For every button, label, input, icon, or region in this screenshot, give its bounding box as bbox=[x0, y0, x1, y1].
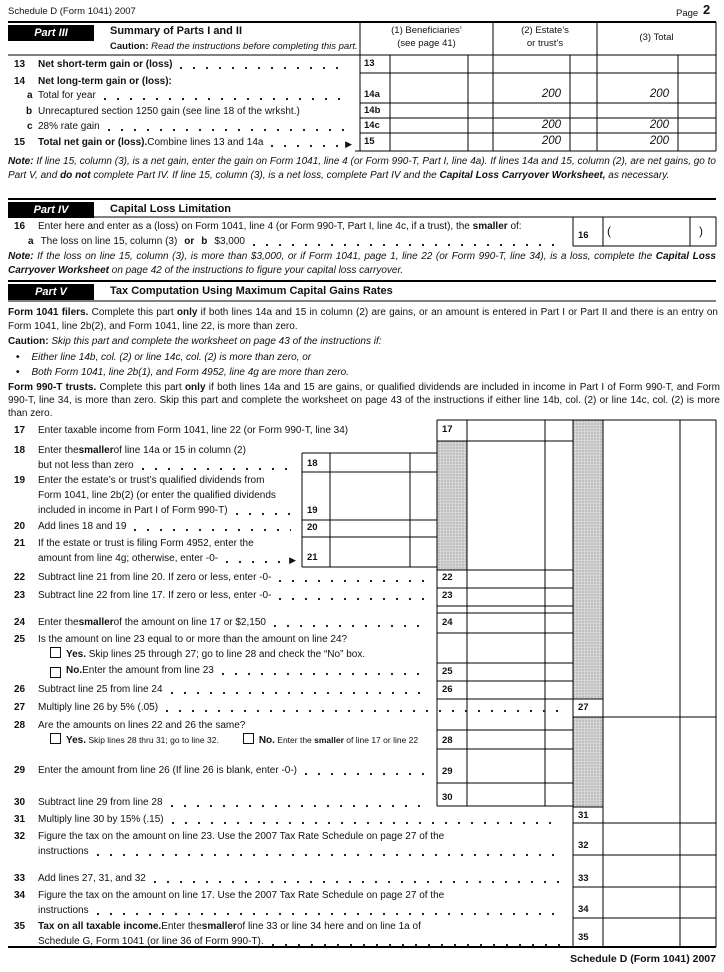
line22-number: 22 bbox=[14, 572, 26, 583]
yes-checkbox[interactable] bbox=[50, 733, 61, 744]
line28-no-smaller: smaller bbox=[314, 735, 344, 745]
line20-box-number: 20 bbox=[307, 522, 318, 533]
line26-text bbox=[38, 682, 430, 697]
line28-yes-label: Yes. bbox=[66, 735, 87, 746]
line32-box-number: 32 bbox=[578, 840, 589, 851]
page-word: Page bbox=[676, 8, 699, 19]
line14a-row bbox=[38, 88, 352, 103]
dot-leader bbox=[142, 468, 291, 470]
part5-intro-990t bbox=[8, 381, 720, 420]
note-seg: as necessary. bbox=[605, 169, 670, 181]
line21-line2: amount from line 4g; otherwise, enter -0- bbox=[38, 553, 219, 564]
dot-leader bbox=[97, 854, 560, 856]
line32-number: 32 bbox=[14, 831, 26, 842]
dot-leader bbox=[171, 805, 425, 807]
line14c-row bbox=[38, 119, 352, 134]
line14-number: 14 bbox=[14, 76, 26, 87]
line18-number: 18 bbox=[14, 445, 26, 456]
intro-lead: Form 1041 filers. bbox=[8, 307, 89, 318]
line20-number: 20 bbox=[14, 521, 26, 532]
caution-text: Skip this part and complete the worksheet on page 43 of the instructions if: bbox=[48, 336, 382, 347]
line28-options bbox=[50, 733, 418, 748]
line30-box-number: 30 bbox=[442, 792, 453, 803]
intro-lead: Form 990-T trusts. bbox=[8, 382, 97, 393]
line35-t1: Enter the bbox=[161, 921, 202, 932]
line35-text bbox=[38, 919, 565, 949]
line16-sub-b: b bbox=[201, 236, 208, 247]
bullet-text: Both Form 1041, line 2b(1), and Form 4952, line 4g are more than zero. bbox=[31, 367, 349, 378]
line20-text bbox=[38, 519, 296, 534]
footer-form-id: Schedule D (Form 1041) 2007 bbox=[570, 953, 716, 965]
line28-number: 28 bbox=[14, 720, 26, 731]
dot-leader bbox=[279, 598, 425, 600]
line25-yes-option bbox=[50, 647, 365, 662]
line16-or: or bbox=[184, 236, 195, 247]
line18-box-number: 18 bbox=[307, 458, 318, 469]
pointer-arrow-icon: ▶ bbox=[289, 555, 296, 565]
note-bold: do not bbox=[60, 169, 91, 181]
line27-box-number: 27 bbox=[578, 702, 589, 713]
line15-label-rest: Combine lines 13 and 14a bbox=[147, 137, 264, 148]
line28-question: Are the amounts on lines 22 and 26 the same? bbox=[38, 720, 246, 731]
line34-box-number: 34 bbox=[578, 904, 589, 915]
dot-leader bbox=[97, 913, 560, 915]
line27-text bbox=[38, 700, 565, 715]
part5-title: Tax Computation Using Maximum Capital Gains Rates bbox=[110, 285, 393, 297]
line28-no-label: No. bbox=[258, 735, 275, 746]
line19-number: 19 bbox=[14, 475, 26, 486]
line33-box-number: 33 bbox=[578, 873, 589, 884]
col2-line2: or trust’s bbox=[526, 37, 564, 49]
line14c-estate-amount[interactable]: 200 bbox=[541, 119, 561, 131]
col2-line1: (2) Estate’s bbox=[521, 25, 569, 36]
dot-leader bbox=[271, 145, 338, 147]
bullet-text: Either line 14b, col. (2) or line 14c, col. (2) is more than zero, or bbox=[31, 352, 312, 363]
line34-number: 34 bbox=[14, 890, 26, 901]
line16-paren-open[interactable]: ( bbox=[607, 224, 611, 238]
line14c-label: 28% rate gain bbox=[38, 121, 100, 132]
line35-line2: Schedule G, Form 1041 (or line 36 of Form 990-T). bbox=[38, 936, 264, 947]
part5-caution bbox=[8, 334, 382, 349]
line29-box-number: 29 bbox=[442, 766, 453, 777]
line18-smaller: smaller bbox=[78, 445, 114, 456]
line14a-box-number: 14a bbox=[364, 89, 380, 100]
part5-intro-1041 bbox=[8, 306, 718, 333]
line14b-letter: b bbox=[26, 106, 33, 117]
dot-leader bbox=[274, 625, 425, 627]
dot-leader bbox=[154, 881, 560, 883]
line22-box-number: 22 bbox=[442, 572, 453, 583]
line25-yes-text: Skip lines 25 through 27; go to line 28 and check the “No” box. bbox=[86, 649, 366, 660]
line23-text bbox=[38, 588, 430, 603]
line23-label: Subtract line 22 from line 17. If zero or less, enter -0- bbox=[38, 590, 272, 601]
col-header-estate bbox=[493, 25, 597, 50]
line26-box-number: 26 bbox=[442, 684, 453, 695]
dot-leader bbox=[108, 129, 347, 131]
line16-number: 16 bbox=[14, 221, 26, 232]
line18-line2: but not less than zero bbox=[38, 460, 134, 471]
line19-line3: included in income in Part I of Form 990-T) bbox=[38, 505, 228, 516]
line13-number: 13 bbox=[14, 59, 26, 70]
note-seg: If line 15, column (3), is a net gain, enter the gain on Form 1041, line 4 (or Form 990-T, Part I, line 4a). If lines 14a and 15, column (2), are net gains, go to Part V, and bbox=[8, 156, 716, 181]
intro-seg: if both lines 14a and 15 in column (2) are gains, or an amount is entered in Part I or Part II and there is an entry on Form 1041, line 2b(2), and Form 1041, line 22, is more than zero. bbox=[8, 307, 718, 332]
line28-no-t1: Enter the bbox=[274, 735, 315, 745]
line20-label: Add lines 18 and 19 bbox=[38, 521, 127, 532]
line29-label: Enter the amount from line 26 (If line 26 is blank, enter -0-) bbox=[38, 765, 298, 776]
line35-t2: of line 33 or line 34 here and on line 1a of bbox=[236, 921, 421, 932]
line32-line1: Figure the tax on the amount on line 23. Use the 2007 Tax Rate Schedule on page 27 of the bbox=[38, 831, 445, 842]
line19-text bbox=[38, 473, 296, 518]
line17-box-number: 17 bbox=[442, 424, 453, 435]
line16-sub-row bbox=[28, 234, 565, 249]
line35-smaller: smaller bbox=[201, 921, 237, 932]
line19-line2: Form 1041, line 2b(2) (or enter the qualified dividends bbox=[38, 490, 276, 501]
line33-number: 33 bbox=[14, 873, 26, 884]
line16-sub-a-text: The loss on line 15, column (3) bbox=[40, 236, 178, 247]
part3-note bbox=[8, 155, 716, 182]
bullet-icon: • bbox=[16, 367, 20, 378]
line29-text bbox=[38, 763, 430, 778]
col3-label: (3) Total bbox=[639, 32, 674, 43]
dot-leader bbox=[226, 561, 282, 563]
line13-box-number: 13 bbox=[364, 58, 375, 69]
line14b-box-number: 14b bbox=[364, 105, 381, 116]
line22-text bbox=[38, 570, 430, 585]
line16-sub-b-text: $3,000 bbox=[214, 236, 245, 247]
line15-label-bold: Total net gain or (loss). bbox=[38, 137, 148, 148]
line18-t2: of line 14a or 15 in column (2) bbox=[113, 445, 246, 456]
dot-leader bbox=[104, 98, 347, 100]
line16-text bbox=[38, 219, 522, 234]
no-checkbox[interactable] bbox=[50, 667, 61, 678]
line14a-letter: a bbox=[27, 90, 33, 101]
line24-number: 24 bbox=[14, 617, 26, 628]
part3-title: Summary of Parts I and II bbox=[110, 25, 243, 37]
line31-label: Multiply line 30 by 15% (.15) bbox=[38, 814, 164, 825]
line14b-label: Unrecaptured section 1250 gain (see line 18 of the wrksht.) bbox=[38, 106, 300, 117]
dot-leader bbox=[272, 944, 560, 946]
line19-box-number: 19 bbox=[307, 505, 318, 516]
line25-no-text: Enter the amount from line 23 bbox=[82, 665, 214, 676]
line24-box-number: 24 bbox=[442, 617, 453, 628]
part3-caution bbox=[110, 39, 358, 54]
line26-label: Subtract line 25 from line 24 bbox=[38, 684, 163, 695]
dot-leader bbox=[279, 580, 425, 582]
line25-no-label: No. bbox=[66, 665, 83, 676]
note-bold: Capital Loss Carryover Worksheet bbox=[8, 251, 716, 276]
col1-line1: (1) Beneficiaries’ bbox=[391, 25, 462, 36]
line14c-total-amount[interactable]: 200 bbox=[649, 119, 669, 131]
dot-leader bbox=[253, 244, 560, 246]
line15-box-number: 15 bbox=[364, 136, 375, 147]
caution-lead: Caution: bbox=[8, 336, 49, 347]
note-seg: If the loss on line 15, column (3), is more than $3,000, or if Form 1041, page 1, line 22 (or Form 990-T, line 34), is a loss, complete the bbox=[33, 251, 656, 262]
part5-label: Part V bbox=[8, 284, 94, 300]
line30-label: Subtract line 29 from line 28 bbox=[38, 797, 163, 808]
line25-box-number: 25 bbox=[442, 666, 453, 677]
line31-number: 31 bbox=[14, 814, 26, 825]
line30-text bbox=[38, 795, 430, 810]
intro-only: only bbox=[176, 307, 198, 318]
dot-leader bbox=[172, 822, 560, 824]
line21-line1: If the estate or trust is filing Form 4952, enter the bbox=[38, 538, 254, 549]
line35-number: 35 bbox=[14, 921, 26, 932]
part3-caution-lead: Caution: bbox=[110, 41, 149, 52]
line25-yes-label: Yes. bbox=[66, 649, 87, 660]
pointer-arrow-icon: ▶ bbox=[345, 139, 352, 149]
bullet-item bbox=[16, 350, 311, 365]
col-header-beneficiaries bbox=[360, 25, 493, 50]
part3-label: Part III bbox=[8, 25, 94, 41]
line21-text bbox=[38, 536, 296, 566]
dot-leader bbox=[180, 67, 347, 69]
dot-leader bbox=[222, 673, 425, 675]
line18-t1: Enter the bbox=[38, 445, 79, 456]
line25-number: 25 bbox=[14, 634, 26, 645]
line33-text bbox=[38, 871, 565, 886]
line29-number: 29 bbox=[14, 765, 26, 776]
line28-box-number: 28 bbox=[442, 735, 453, 746]
line18-text bbox=[38, 443, 296, 473]
line14-label: Net long-term gain or (loss): bbox=[38, 76, 172, 87]
line16-sub-a: a bbox=[28, 236, 34, 247]
line15-row bbox=[38, 135, 352, 150]
part3-caution-text: Read the instructions before completing this part. bbox=[148, 41, 358, 52]
line34-text bbox=[38, 888, 565, 918]
note-seg: complete Part IV. If line 15, column (3), is a net loss, complete Part IV and the bbox=[90, 169, 440, 181]
line24-smaller: smaller bbox=[78, 617, 114, 628]
line23-box-number: 23 bbox=[442, 590, 453, 601]
intro-seg: Complete this part bbox=[88, 307, 177, 318]
note-lead: Note: bbox=[8, 251, 34, 262]
part4-note bbox=[8, 250, 716, 277]
line16-paren-close: ) bbox=[699, 224, 703, 238]
line14a-estate-amount[interactable]: 200 bbox=[541, 88, 561, 100]
line35-lead: Tax on all taxable income. bbox=[38, 921, 162, 932]
line27-label: Multiply line 26 by 5% (.05) bbox=[38, 702, 159, 713]
line13-label: Net short-term gain or (loss) bbox=[38, 59, 173, 70]
yes-checkbox[interactable] bbox=[50, 647, 61, 658]
bullet-item bbox=[16, 365, 349, 380]
line23-number: 23 bbox=[14, 590, 26, 601]
line35-box-number: 35 bbox=[578, 932, 589, 943]
part4-title: Capital Loss Limitation bbox=[110, 203, 232, 215]
col-header-total bbox=[597, 32, 716, 45]
dot-leader bbox=[166, 710, 560, 712]
line33-label: Add lines 27, 31, and 32 bbox=[38, 873, 146, 884]
line25-no-option bbox=[50, 663, 430, 678]
line15-number: 15 bbox=[14, 137, 26, 148]
line30-number: 30 bbox=[14, 797, 26, 808]
bullet-icon: • bbox=[16, 352, 20, 363]
line16-smaller: smaller bbox=[472, 221, 508, 232]
line34-line1: Figure the tax on the amount on line 17. Use the 2007 Tax Rate Schedule on page 27 of the bbox=[38, 890, 445, 901]
line16-box-number: 16 bbox=[578, 230, 589, 241]
line14a-label: Total for year bbox=[38, 90, 96, 101]
line26-number: 26 bbox=[14, 684, 26, 695]
dot-leader bbox=[134, 529, 291, 531]
line31-box-number: 31 bbox=[578, 810, 589, 821]
no-checkbox[interactable] bbox=[243, 733, 254, 744]
line32-text bbox=[38, 829, 565, 859]
line21-box-number: 21 bbox=[307, 552, 318, 563]
line17-number: 17 bbox=[14, 425, 26, 436]
line24-t2: of the amount on line 17 or $2,150 bbox=[113, 617, 266, 628]
part4-label: Part IV bbox=[8, 202, 94, 218]
col1-line2: (see page 41) bbox=[397, 37, 456, 49]
line28-no-t2: of line 17 or line 22 bbox=[343, 735, 419, 745]
intro-only: only bbox=[184, 382, 206, 393]
line19-line1: Enter the estate’s or trust’s qualified dividends from bbox=[38, 475, 265, 486]
line15-estate-amount[interactable]: 200 bbox=[541, 135, 561, 147]
page-number: 2 bbox=[703, 2, 711, 17]
line32-line2: instructions bbox=[38, 846, 89, 857]
line24-t1: Enter the bbox=[38, 617, 79, 628]
line16-text-b: of: bbox=[507, 221, 522, 232]
note-seg: on page 42 of the instructions to figure your capital loss carryover. bbox=[108, 264, 404, 276]
line25-question: Is the amount on line 23 equal to or more than the amount on line 24? bbox=[38, 634, 348, 645]
line27-number: 27 bbox=[14, 702, 26, 713]
dot-leader bbox=[171, 692, 425, 694]
line14c-box-number: 14c bbox=[364, 120, 380, 131]
dot-leader bbox=[305, 773, 425, 775]
line15-total-amount[interactable]: 200 bbox=[649, 135, 669, 147]
note-bold: Capital Loss Carryover Worksheet, bbox=[439, 169, 606, 181]
dot-leader bbox=[236, 513, 291, 515]
line31-text bbox=[38, 812, 565, 827]
doc-title: Schedule D (Form 1041) 2007 bbox=[8, 6, 136, 17]
line22-label: Subtract line 21 from line 20. If zero or less, enter -0- bbox=[38, 572, 272, 583]
note-lead: Note: bbox=[8, 156, 34, 167]
line17-text: Enter taxable income from Form 1041, line 22 (or Form 990-T, line 34) bbox=[38, 425, 349, 436]
line28-yes-text: Skip lines 28 thru 31; go to line 32. bbox=[86, 735, 219, 745]
intro-seg: if both lines 14a and 15 are gains, or qualified dividends are included in income in Part I of Form 990-T, and Form 990-T, line 34, is more than zero. Skip this part and complete the worksheet on page 43 of the instructions if either line 14b, col. (2) or line 14c, col. (2) is more than zero. bbox=[8, 382, 720, 419]
intro-seg: Complete this part bbox=[96, 382, 185, 393]
line34-line2: instructions bbox=[38, 905, 89, 916]
line13-row bbox=[38, 57, 352, 72]
line21-number: 21 bbox=[14, 538, 26, 549]
line14c-letter: c bbox=[27, 121, 33, 132]
line14a-total-amount[interactable]: 200 bbox=[649, 88, 669, 100]
line16-text-a: Enter here and enter as a (loss) on Form 1041, line 4 (or Form 990-T, Part I, line 4c, if a trust), the bbox=[38, 221, 473, 232]
line24-text bbox=[38, 615, 430, 630]
